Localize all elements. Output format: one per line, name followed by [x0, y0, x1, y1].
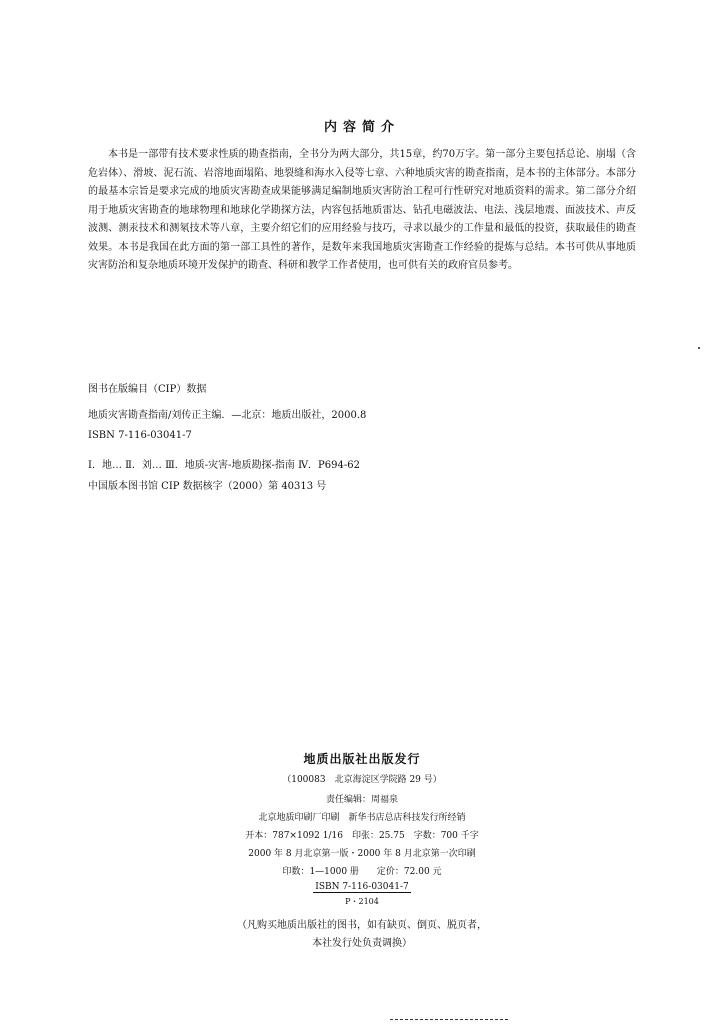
- cip-classification: Ⅰ．地… Ⅱ．刘… Ⅲ．地质-灾害-地质勘探-指南 Ⅳ．P694-62: [88, 460, 360, 471]
- responsible-editor: 责任编辑：周福泉: [325, 795, 398, 805]
- summary-title: 内容简介: [323, 120, 400, 135]
- print-count-price: 印数：1—1000 册 定价：72.00 元: [282, 867, 442, 877]
- summary-body: 本书是一部带有技术要求性质的勘查指南，全书分为两大部分，共15章，约70万字。第一部分主要包括总论、崩塌（含危岩体）、滑坡、泥石流、岩溶地面塌陷、地裂缝和海水入侵等七章、六种地质灾害的勘查指南，是本书的主体部分。本部分的最基本宗旨是要求完成的地质灾害勘查成果能够满足编制地质灾害防治工程可行性研究对地质资料的需求。第二部分介绍用于地质灾害勘查的地球物理和地球化学勘探方法，内容包括地质雷达、钻孔电磁波法、电法、浅层地震、面波技术、声反波测、测汞技术和测氡技术等八章，主要介绍它们的应用经验与技巧，寻求以最少的工作量和最低的投资，获取最佳的勘查效果。本书是我国在此方面的第一部工具性的著作，是数年来我国地质灾害勘查工作经验的提炼与总结。本书可供从事地质灾害防治和复杂地质环境开发保护的勘查、科研和教学工作者使用，也可供有关的政府官员参考。: [88, 149, 636, 271]
- publisher-name: 地质出版社出版发行: [303, 752, 421, 766]
- cip-title-line: 地质灾害勘查指南/刘传正主编．—北京：地质出版社，2000.8: [88, 410, 367, 421]
- book-format: 开本：787×1092 1/16 印张：25.75 字数：700 千字: [245, 831, 479, 841]
- footer-isbn-text: ISBN 7-116-03041-7: [315, 882, 409, 892]
- return-notice-line1: （凡购买地质出版社的图书，如有缺页、倒页、脱页者，: [237, 920, 487, 931]
- cip-heading: 图书在版编目（CIP）数据: [88, 384, 207, 395]
- scan-speck: [698, 347, 700, 349]
- return-notice-line2: 本社发行处负责调换）: [312, 938, 412, 949]
- edition-info: 2000 年 8 月北京第一版・2000 年 8 月北京第一次印刷: [248, 849, 476, 859]
- cip-isbn: ISBN 7-116-03041-7: [88, 430, 192, 441]
- publisher-address: （100083 北京海淀区学院路 29 号）: [282, 775, 442, 785]
- printer-distributor: 北京地质印刷厂印刷 新华书店总店科技发行所经销: [258, 813, 466, 823]
- catalog-number: P・2104: [345, 897, 379, 906]
- footer-isbn: [0, 882, 724, 892]
- scan-edge-mark: [390, 1019, 510, 1020]
- cip-record-number: 中国版本图书馆 CIP 数据核字（2000）第 40313 号: [88, 481, 327, 492]
